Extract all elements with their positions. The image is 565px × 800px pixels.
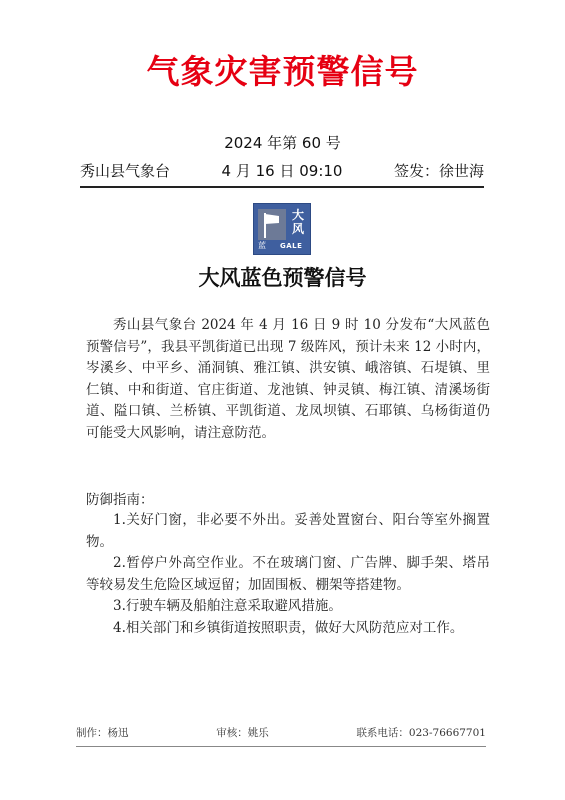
icon-color-label: 蓝: [258, 241, 266, 250]
footer-divider: [76, 746, 486, 747]
icon-label-zh: 大风: [291, 208, 304, 236]
issue-number: 2024 年第 60 号: [224, 134, 341, 152]
document-title: 气象灾害预警信号: [146, 52, 419, 91]
gale-blue-signal-icon: [253, 203, 311, 255]
issue-datetime: 4 月 16 日 09:10: [221, 162, 343, 180]
header-divider: [80, 186, 484, 188]
signal-title: 大风蓝色预警信号: [198, 266, 367, 290]
icon-label-en: GALE: [280, 242, 303, 250]
maker: 制作：杨迅: [76, 727, 129, 739]
warning-paragraph: 秀山县气象台 2024 年 4 月 16 日 9 时 10 分发布“大风蓝色预警信号”，我县平凯街道已出现 7 级阵风，预计未来 12 小时内，岑溪乡、中平乡、涌洞镇、雅江镇、洪安镇、峨溶镇、石堤镇、里仁镇、中和街道、官庄街道、龙池镇、钟灵镇、梅江镇、清溪场街道、隘口镇、兰桥镇、平凯街道、龙凤坝镇、石耶镇、乌杨街道仍可能受大风影响，请注意防范。: [86, 317, 490, 441]
guide-item: 2.暂停户外高空作业。不在玻璃门窗、广告牌、脚手架、塔吊等较易发生危险区域逗留；加固围板、棚架等搭建物。: [86, 555, 490, 593]
reviewer: 审核：姚乐: [216, 727, 269, 739]
signer: 签发：徐世海: [393, 162, 484, 180]
defense-guide-list: [86, 510, 490, 639]
meta-row: [80, 160, 484, 181]
windsock-flag-icon: [258, 209, 286, 240]
agency-name: 秀山县气象台: [80, 162, 171, 180]
guide-item: 1.关好门窗，非必要不外出。妥善处置窗台、阳台等室外搁置物。: [86, 512, 490, 550]
contact-phone: 联系电话：023-76667701: [356, 727, 486, 739]
guide-item: 4.相关部门和乡镇街道按照职责，做好大风防范应对工作。: [113, 619, 464, 636]
defense-guide-title: 防御指南：: [86, 492, 154, 508]
footer: [76, 725, 486, 740]
guide-item: 3.行驶车辆及船舶注意采取避风措施。: [113, 598, 342, 614]
